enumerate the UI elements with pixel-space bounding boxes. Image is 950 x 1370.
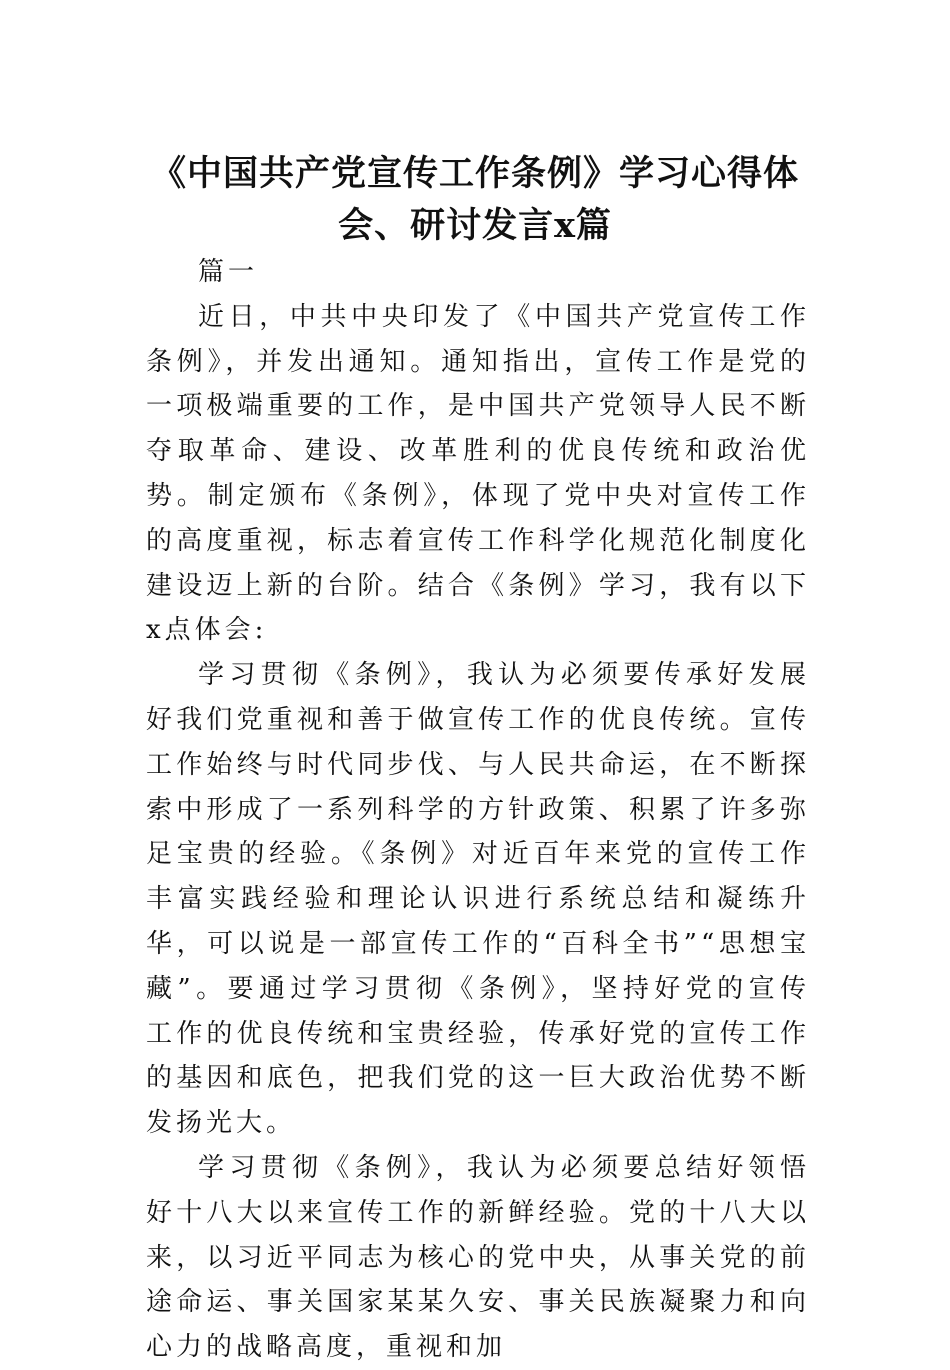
document-body [146, 250, 810, 1370]
paragraph-3: 学习贯彻《条例》，我认为必须要总结好领悟好十八大以来宣传工作的新鲜经验。党的十八大以来，以习近平同志为核心的党中央，从事关党的前途命运、事关国家某某久安、事关民族凝聚力和向心力的战略高度，重视和加 [146, 1152, 810, 1363]
paragraph-1: 近日，中共中央印发了《中国共产党宣传工作条例》，并发出通知。通知指出，宣传工作是党的一项极端重要的工作，是中国共产党领导人民不断夺取革命、建设、改革胜利的优良传统和政治优势。制定颁布《条例》，体现了党中央对宣传工作的高度重视，标志着宣传工作科学化规范化制度化建设迈上新的台阶。结合《条例》学习，我有以下x点体会: [146, 301, 810, 646]
paragraph-2: 学习贯彻《条例》，我认为必须要传承好发展好我们党重视和善于做宣传工作的优良传统。宣传工作始终与时代同步伐、与人民共命运，在不断探索中形成了一系列科学的方针政策、积累了许多弥足宝贵的经验。《条例》对近百年来党的宣传工作丰富实践经验和理论认识进行系统总结和凝练升华，可以说是一部宣传工作的“百科全书”“思想宝藏”。要通过学习贯彻《条例》，坚持好党的宣传工作的优良传统和宝贵经验，传承好党的宣传工作的基因和底色，把我们党的这一巨大政治优势不断发扬光大。 [146, 660, 810, 1139]
title-line-1: 《中国共产党宣传工作条例》学习心得体 [150, 153, 799, 194]
section-label: 篇一 [198, 257, 259, 287]
document-title [130, 148, 820, 252]
title-line-2: 会、研讨发言x篇 [338, 205, 612, 246]
